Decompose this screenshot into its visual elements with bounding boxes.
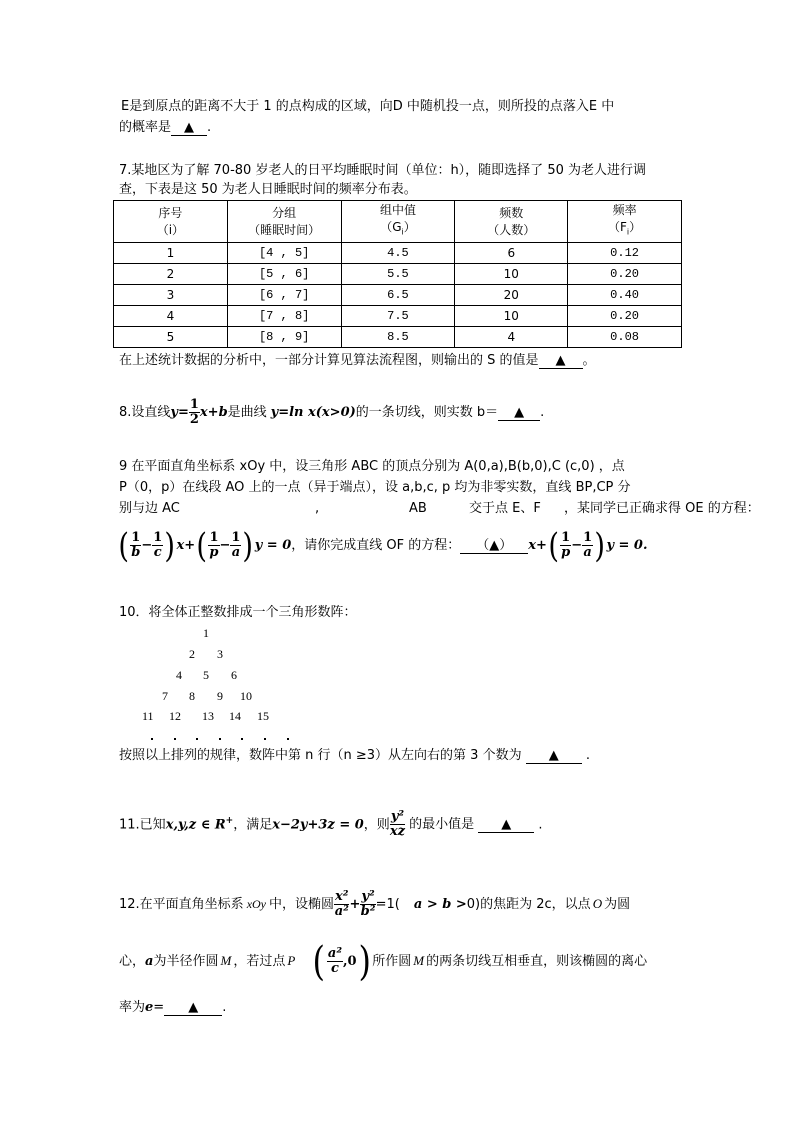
ellipsis-dot <box>287 738 289 740</box>
q8-answer-blank[interactable] <box>498 405 540 421</box>
q7-intro-line1: 7.某地区为了解 70-80 岁老人的日平均睡眠时间（单位：h），随即选择了 50 为老人进行调 <box>119 163 646 178</box>
frac <box>360 890 375 919</box>
q11-mid2: ，则 <box>363 817 390 833</box>
frequency-table <box>113 200 682 348</box>
q12-end: . <box>222 1000 227 1015</box>
q11-vars: x,y,z ∈ R <box>165 817 226 833</box>
q11-answer-blank[interactable] <box>478 817 534 833</box>
frac-num: x² <box>335 889 349 904</box>
frac <box>582 531 593 560</box>
cell-frequency: 0.20 <box>568 306 682 327</box>
triangle-number: 9 <box>217 689 223 703</box>
q8-eq-rest: x+b <box>199 405 228 420</box>
paren-open: ( <box>118 525 129 566</box>
q12-line2-a: 心， <box>119 954 146 969</box>
q8-equals: = <box>177 405 189 420</box>
q9-line3-a: 别与边 AC <box>119 501 180 516</box>
q12-answer-blank[interactable] <box>164 1000 222 1016</box>
frac-num: 1 <box>189 397 199 412</box>
paren-close: ) <box>358 938 371 985</box>
ellipsis-dot <box>151 738 153 740</box>
q12-e: e <box>145 1000 154 1015</box>
q12-eq: = <box>153 1000 165 1015</box>
cell-group: [6 , 7] <box>227 285 341 306</box>
q7-answer-blank[interactable] <box>539 353 583 369</box>
answer-triangle-icon: ▲ <box>188 1000 199 1015</box>
q7-intro-line2: 查，下表是这 50 为老人日睡眠时间的频率分布表。 <box>119 182 417 197</box>
triangle-number: 2 <box>189 647 195 661</box>
q9-line3-b: , <box>315 501 320 516</box>
frac-num: y² <box>390 809 405 825</box>
triangle-number: 8 <box>189 689 195 703</box>
q11-fraction <box>390 810 405 839</box>
frac-num: 1 <box>231 530 241 545</box>
q8-var-y: y <box>170 405 178 420</box>
q12-line3 <box>119 999 226 1017</box>
q12-a: a <box>145 954 154 969</box>
frac <box>327 947 343 976</box>
q6-end: . <box>207 120 212 135</box>
table-row <box>114 264 682 285</box>
triangle-number: 4 <box>176 668 182 682</box>
q9-tail: y = 0 <box>254 538 292 553</box>
q12-line2-d: 所作圆 <box>372 954 412 969</box>
table-header-row <box>114 201 682 243</box>
triangle-number: 12 <box>169 709 181 723</box>
frac-den: xz <box>389 824 405 840</box>
q12-line2-c: ，若过点 <box>233 954 286 969</box>
answer-triangle-icon: ▲ <box>548 748 559 763</box>
paren-open: ( <box>548 525 559 566</box>
q11-eq: x−2y+3z = 0 <box>272 817 364 833</box>
blank-close: ） <box>499 538 513 553</box>
minus: − <box>141 538 153 553</box>
q6-answer-blank[interactable] <box>171 120 207 136</box>
answer-triangle-icon: ▲ <box>501 817 512 833</box>
table-row <box>114 285 682 306</box>
cell-midpoint: 6.5 <box>341 285 455 306</box>
cell-midpoint: 8.5 <box>341 327 455 348</box>
cell-group: [8 , 9] <box>227 327 341 348</box>
frac-den: c <box>153 545 162 560</box>
header-count: 频数 （人数） <box>455 201 568 243</box>
cell-frequency: 0.12 <box>568 243 682 264</box>
cell-frequency: 0.20 <box>568 264 682 285</box>
q6-line1: E是到原点的距离不大于 1 的点构成的区域，向D 中随机投一点，则所投的点落入E 中 <box>121 99 615 114</box>
frac <box>130 531 141 560</box>
q8-fraction <box>189 398 200 427</box>
q8-end: . <box>540 405 545 420</box>
q12-o: O <box>592 896 603 911</box>
frac-den: p <box>209 545 219 560</box>
q12-m1: M <box>220 953 232 968</box>
q10-answer-blank[interactable] <box>526 748 582 764</box>
triangle-number: 15 <box>257 709 269 723</box>
cell-index: 3 <box>114 285 228 306</box>
frac-num: 1 <box>583 530 593 545</box>
triangle-number: 13 <box>202 709 214 723</box>
q11-sup: + <box>225 816 234 826</box>
minus: − <box>571 538 583 553</box>
frac <box>152 531 163 560</box>
cell-group: [4 , 5] <box>227 243 341 264</box>
q12-cond-end: 0)的焦距为 2c，以点 <box>466 897 591 912</box>
cell-index: 5 <box>114 327 228 348</box>
q12-line1 <box>119 886 630 923</box>
q12-pt-rest: ,0 <box>343 954 357 969</box>
cell-index: 4 <box>114 306 228 327</box>
cell-frequency: 0.40 <box>568 285 682 306</box>
triangle-number: 11 <box>142 709 154 723</box>
q9-prompt: ，请你完成直线 OF 的方程： <box>291 538 461 553</box>
q9-line3-e: ，某同学已正确求得 OE 的方程： <box>564 501 760 516</box>
q12-p: P <box>287 953 296 968</box>
q9-answer-x: x+ <box>528 538 547 553</box>
paren-close: ) <box>594 525 606 566</box>
paren-close: ) <box>242 525 254 566</box>
cell-count: 10 <box>455 264 568 285</box>
q8-curve-eq: y=ln x(x>0) <box>270 405 356 420</box>
q9-line3-c: AB <box>409 501 427 516</box>
blank-open: （ <box>476 538 490 553</box>
plus: + <box>349 897 361 912</box>
triangle-number: 6 <box>231 668 237 682</box>
answer-triangle-icon: ▲ <box>514 405 525 420</box>
q12-line2 <box>119 938 647 985</box>
triangle-number: 1 <box>203 626 209 640</box>
ellipsis-dot <box>196 738 198 740</box>
q10-question-text: 按照以上排列的规律，数阵中第 n 行（n ≥3）从左向右的第 3 个数为 <box>119 748 522 763</box>
cell-count: 20 <box>455 285 568 306</box>
q10-intro: 10．将全体正整数排成一个三角形数阵： <box>119 605 357 620</box>
header-frequency: 频率 $(F_i)$ <box>568 201 682 243</box>
q9-x: x+ <box>176 538 196 553</box>
cell-index: 2 <box>114 264 228 285</box>
frac-num: a² <box>327 946 343 961</box>
paren-open: ( <box>196 525 208 566</box>
q12-eq1: =1( <box>375 897 400 912</box>
frac-num: 1 <box>153 530 163 545</box>
cell-index: 1 <box>114 243 228 264</box>
answer-triangle-icon: ▲ <box>184 120 195 135</box>
frac-num: y² <box>361 889 375 904</box>
frac-den: a <box>583 545 592 560</box>
q9-answer-tail: y = 0. <box>606 538 648 553</box>
cell-count: 4 <box>455 327 568 348</box>
frac <box>208 531 219 560</box>
frac <box>560 531 571 560</box>
q8-prefix: 8.设直线 <box>119 405 171 420</box>
answer-triangle-icon: ▲ <box>489 538 500 553</box>
ellipsis-dot <box>241 738 243 740</box>
paren-close: ) <box>164 525 176 566</box>
frac-num: 1 <box>209 530 219 545</box>
q9-line1: 9 在平面直角坐标系 xOy 中，设三角形 ABC 的顶点分别为 A(0,a),B(b,0),C (c,0) ，点 <box>119 459 625 474</box>
header-index: 序号 （i） <box>114 201 228 243</box>
q12-mid1: 中，设椭圆 <box>269 897 335 912</box>
q9-equation-line <box>117 524 648 568</box>
minus: − <box>219 538 231 553</box>
frac-den: c <box>330 961 339 976</box>
q10-question <box>119 747 590 765</box>
frac-den: 2 <box>189 412 199 427</box>
q10-end: . <box>585 748 590 763</box>
q8-line <box>119 396 544 430</box>
triangle-number: 14 <box>229 709 241 723</box>
cell-group: [7 , 8] <box>227 306 341 327</box>
triangle-number: 5 <box>203 668 209 682</box>
cell-count: 10 <box>455 306 568 327</box>
q7-question <box>119 352 596 370</box>
q12-line1-end: 为圆 <box>604 897 631 912</box>
q9-line3 <box>119 500 760 518</box>
frac-den: a² <box>334 904 349 919</box>
q9-answer-blank[interactable] <box>460 538 528 554</box>
cell-midpoint: 7.5 <box>341 306 455 327</box>
frac-den: b <box>131 545 141 560</box>
q12-line3-prefix: 率为 <box>119 1000 146 1015</box>
frac-num: 1 <box>131 530 141 545</box>
q8-suffix: 的一条切线，则实数 b＝ <box>355 405 499 420</box>
cell-midpoint: 4.5 <box>341 243 455 264</box>
frac <box>334 890 349 919</box>
q9-line3-d: 交于点 E、F <box>469 501 541 516</box>
q11-mid1: ，满足 <box>233 817 273 833</box>
q12-line2-b: 为半径作圆 <box>153 954 219 969</box>
frac-den: b² <box>360 904 376 919</box>
frac-den: p <box>561 545 571 560</box>
cell-frequency: 0.08 <box>568 327 682 348</box>
q12-cond: a > b > <box>413 897 467 912</box>
header-midpoint: 组中值 $(G_i)$ <box>341 201 455 243</box>
q7-end: 。 <box>582 353 596 368</box>
triangle-number: 7 <box>162 689 168 703</box>
q12-xoy: xOy <box>246 897 267 911</box>
table-row <box>114 327 682 348</box>
q6-line2 <box>119 119 211 137</box>
cell-count: 6 <box>455 243 568 264</box>
q9-line2: P（0，p）在线段 AO 上的一点（异于端点），设 a,b,c, p 均为非零实数，直线 BP,CP 分 <box>119 480 631 495</box>
triangle-number: 10 <box>240 689 252 703</box>
frac-den: a <box>231 545 241 560</box>
q12-prefix: 12.在平面直角坐标系 <box>119 897 244 912</box>
q7-question-text: 在上述统计数据的分析中，一部分计算见算法流程图，则输出的 S 的值是 <box>119 353 539 368</box>
paren-open: ( <box>312 938 326 985</box>
q11-suffix: 的最小值是 <box>409 817 475 833</box>
header-group: 分组 （睡眠时间） <box>227 201 341 243</box>
ellipsis-dot <box>174 738 176 740</box>
table-row <box>114 306 682 327</box>
ellipsis-dot <box>219 738 221 740</box>
frac <box>230 531 241 560</box>
ellipsis-dot <box>264 738 266 740</box>
q11-prefix: 11.已知 <box>119 817 166 833</box>
table-row <box>114 243 682 264</box>
q12-m2: M <box>413 953 425 968</box>
q11-end: . <box>538 817 543 833</box>
cell-midpoint: 5.5 <box>341 264 455 285</box>
q8-mid: 是曲线 <box>227 405 267 420</box>
q11-line <box>119 802 543 844</box>
frac-num: 1 <box>561 530 571 545</box>
cell-group: [5 , 6] <box>227 264 341 285</box>
q6-prefix: 的概率是 <box>119 120 172 135</box>
q12-line2-e: 的两条切线互相垂直，则该椭圆的离心 <box>426 954 648 969</box>
answer-triangle-icon: ▲ <box>555 353 566 368</box>
triangle-number: 3 <box>217 647 223 661</box>
